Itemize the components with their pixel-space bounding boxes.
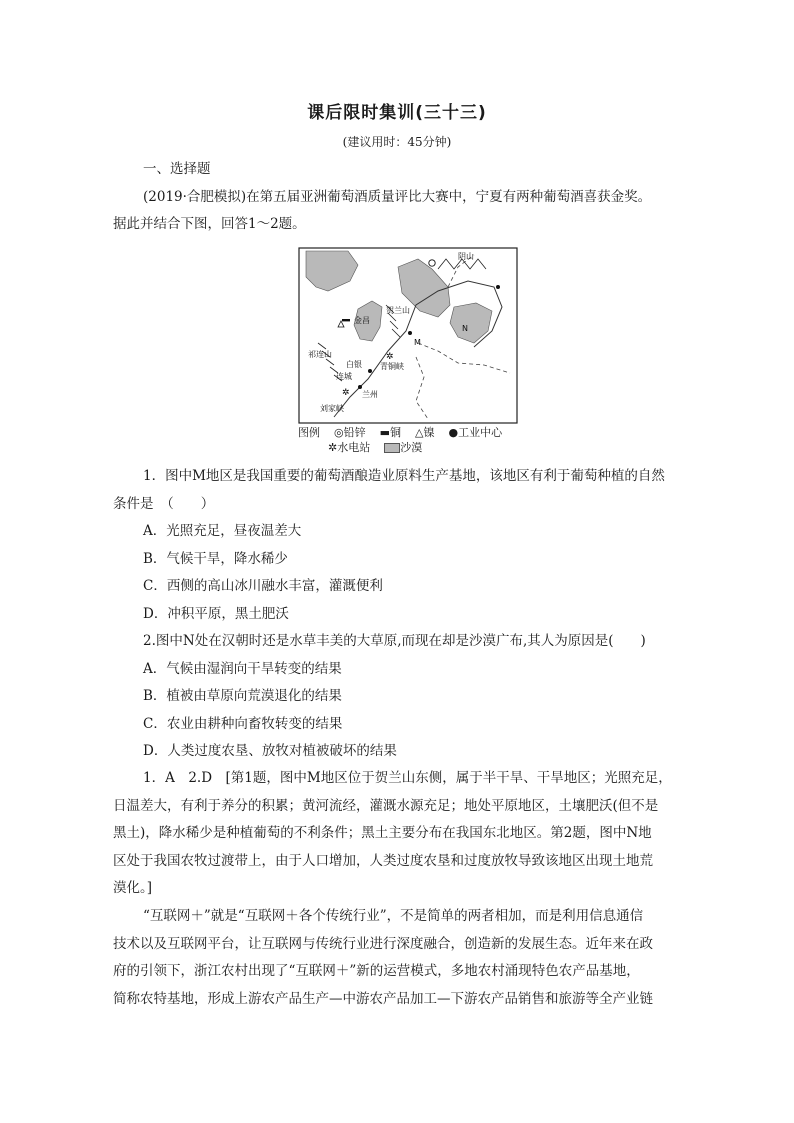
map-figure (298, 247, 518, 424)
label-jinchang: 金昌 (354, 316, 370, 325)
label-n: N (462, 324, 468, 333)
q1-option-c: C．西侧的高山冰川融水丰富，灌溉便利 (143, 578, 383, 594)
hydropower-icon: ✲ (328, 441, 338, 454)
label-lanzhou: 兰州 (362, 390, 378, 399)
label-helanshan: 贺兰山 (386, 306, 410, 315)
question-1 (113, 463, 683, 628)
industrial-center-lanzhou (358, 385, 362, 389)
answer-line-5: 漠化。] (113, 880, 153, 896)
q2-option-b: B．植被由草原向荒漠退化的结果 (143, 688, 342, 704)
label-liujiaxia: 刘家峡 (320, 404, 344, 413)
industrial-center-baiyin (368, 369, 372, 373)
para-line-4: 简称农特基地，形成上游农产品生产—中游农产品加工—下游农产品销售和旅游等全产业链 (113, 990, 653, 1007)
answer-block (113, 765, 683, 903)
label-qingtongxia: 青铜峡 (380, 362, 404, 371)
question-2 (113, 628, 683, 766)
label-liancheng: 连城 (336, 372, 352, 381)
lead-zinc-icon: ◎ (334, 426, 344, 439)
legend-title: 图例 (298, 426, 320, 439)
page-subtitle: (建议用时：45分钟) (342, 135, 452, 149)
q2-option-d: D．人类过度农垦、放牧对植被破坏的结果 (143, 743, 397, 759)
intro-line-1: (2019·合肥模拟)在第五届亚洲葡萄酒质量评比大赛中，宁夏有两种葡萄酒喜获金奖。 (143, 188, 652, 205)
answer-line-3: 黑土)，降水稀少是种植葡萄的不利条件；黑土主要分布在我国东北地区。第2题，图中N地 (113, 825, 652, 841)
hydro-icon-liujiaxia: ✲ (342, 388, 350, 398)
q1-option-b: B．气候干旱，降水稀少 (143, 550, 288, 567)
legend-nickel: 镍 (423, 426, 435, 439)
page-title: 课后限时集训(三十三) (307, 103, 487, 123)
legend-industrial-center: 工业中心 (458, 426, 503, 439)
copper-symbol (342, 319, 350, 321)
intro-line-2: 据此并结合下图，回答1～2题。 (113, 216, 306, 232)
label-baiyin: 白银 (346, 360, 362, 369)
legend-copper: 铜 (390, 426, 402, 439)
answer-line-1: 1．A 2.D [第1题，图中M地区位于贺兰山东侧，属于半干旱、干旱地区；光照充足， (143, 770, 672, 786)
section-heading-block (113, 156, 683, 239)
label-qilianshan: 祁连山 (308, 350, 332, 359)
industrial-center-icon: ● (448, 426, 459, 439)
legend-lead-zinc: 铅锌 (343, 426, 366, 439)
map-legend (298, 425, 502, 455)
hydro-icon-qingtongxia: ✲ (386, 352, 394, 362)
legend-hydropower: 水电站 (337, 441, 371, 454)
internet-plus-paragraph (113, 903, 683, 1013)
para-line-2: 技术以及互联网平台，让互联网与传统行业进行深度融合，创造新的发展生态。近年来在政 (113, 935, 653, 952)
q1-option-a: A．光照充足，昼夜温差大 (143, 523, 302, 539)
industrial-center-m (408, 331, 412, 335)
label-m: M (414, 338, 421, 347)
para-line-1: “互联网＋”就是“互联网＋各个传统行业”，不是简单的两者相加，而是利用信息通信 (143, 908, 644, 924)
q1-stem-line-2: 条件是 （ ） (113, 495, 215, 512)
copper-icon: ▬ (379, 426, 391, 439)
q2-stem: 2.图中N处在汉朝时还是水草丰美的大草原,而现在却是沙漠广布,其人为原因是( ) (143, 633, 646, 649)
industrial-center-north (496, 285, 500, 289)
q2-option-a: A．气候由湿润向干旱转变的结果 (143, 660, 342, 677)
desert-icon (384, 443, 400, 453)
q1-option-d: D．冲积平原，黑土肥沃 (143, 605, 289, 622)
q2-option-c: C．农业由耕种向畜牧转变的结果 (143, 715, 343, 732)
section-heading: 一、选择题 (143, 161, 211, 177)
answer-line-4: 区处于我国农牧过渡带上，由于人口增加，人类过度农垦和过度放牧导致该地区出现土地荒 (113, 852, 653, 869)
answer-line-2: 日温差大，有利于养分的积累；黄河流经，灌溉水源充足；地处平原地区，土壤肥沃(但不是 (113, 797, 659, 814)
label-yinshan: 阴山 (458, 252, 474, 261)
nickel-icon: △ (415, 426, 424, 439)
para-line-3: 府的引领下，浙江农村出现了“互联网＋”新的运营模式，多地农村涌现特色农产品基地， (113, 963, 640, 979)
q1-stem-line-1: 1．图中M地区是我国重要的葡萄酒酿造业原料生产基地，该地区有利于葡萄种植的自然 (143, 468, 665, 484)
map-svg (298, 247, 518, 424)
legend-desert: 沙漠 (400, 441, 423, 454)
